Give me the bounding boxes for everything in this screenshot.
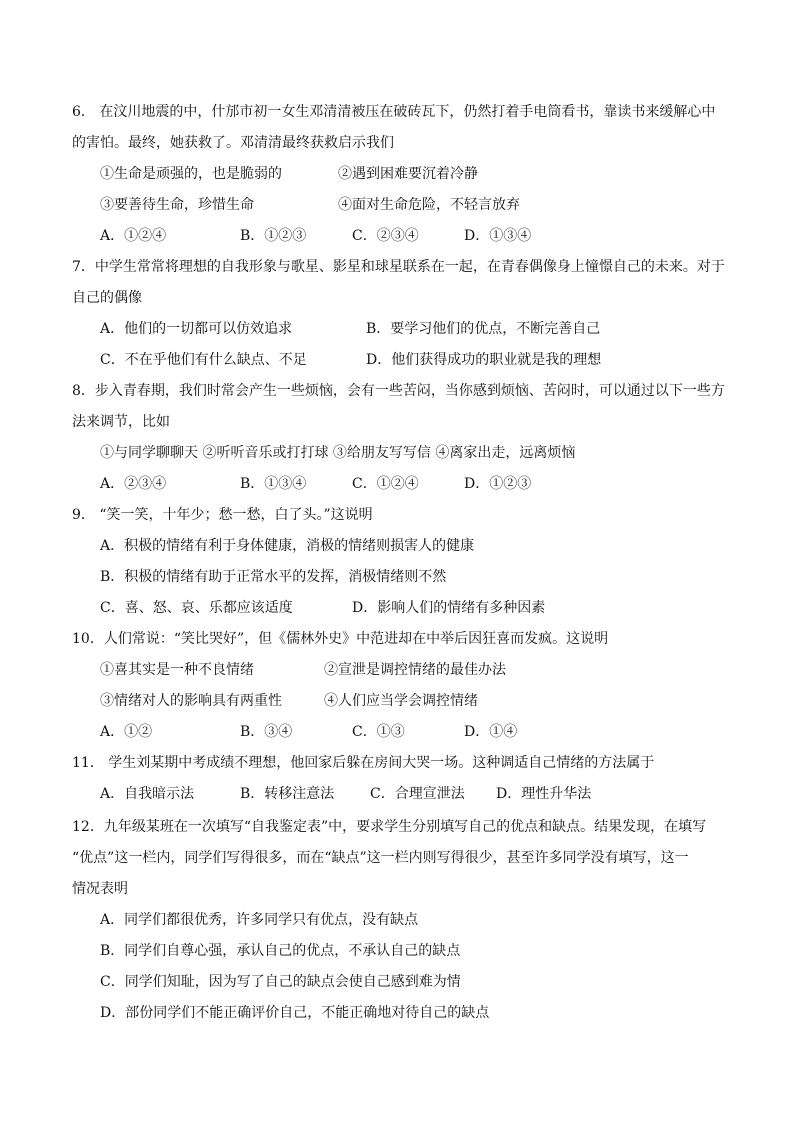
q10-statement-4: ④人们应当学会调控情绪 [324,693,478,709]
q6-option-d[interactable]: D．①③④ [464,228,532,244]
q12-stem-line-3: 情况表明 [72,881,128,897]
q11-stem-line-1: 11． 学生刘某期中考成绩不理想，他回家后躲在房间大哭一场。这种调适自己情绪的方法属于 [72,755,655,771]
q6-option-c[interactable]: C．②③④ [352,228,419,244]
q6-stem-line-1: 6． 在汶川地震的中，什邡市初一女生邓清清被压在破砖瓦下，仍然打着手电筒看书，靠读书来缓解心中 [72,104,716,120]
q6-statement-3: ③要善待生命，珍惜生命 [100,197,254,213]
q6-statement-4: ④面对生命危险，不轻言放弃 [338,197,520,213]
q7-option-d[interactable]: D．他们获得成功的职业就是我的理想 [366,352,602,368]
q7-option-c[interactable]: C．不在乎他们有什么缺点、不足 [100,352,307,368]
q12-option-a[interactable]: A．同学们都很优秀，许多同学只有优点，没有缺点 [100,912,419,928]
q7-option-b[interactable]: B．要学习他们的优点，不断完善自己 [366,321,601,337]
q8-option-b[interactable]: B．①③④ [240,476,307,492]
q8-option-a[interactable]: A．②③④ [100,476,167,492]
q12-option-b[interactable]: B．同学们自尊心强，承认自己的优点，不承认自己的缺点 [100,943,461,959]
q8-option-c[interactable]: C．①②④ [352,476,419,492]
q10-option-c[interactable]: C．①③ [352,724,405,740]
q6-option-a[interactable]: A．①②④ [100,228,167,244]
q11-option-d[interactable]: D．理性升华法 [496,786,592,802]
q6-stem-line-2: 的害怕。最终，她获救了。邓清清最终获救启示我们 [72,135,394,151]
q6-statement-2: ②遇到困难要沉着冷静 [338,166,478,182]
q11-option-c[interactable]: C．合理宣泄法 [370,786,465,802]
q10-statement-1: ①喜其实是一种不良情绪 [100,662,254,678]
q12-stem-line-2: “优点”这一栏内，同学们写得很多，而在“缺点”这一栏内则写得很少，甚至许多同学没有填写，这一 [72,850,689,866]
q6-option-b[interactable]: B．①②③ [240,228,307,244]
q10-option-b[interactable]: B．③④ [240,724,293,740]
q9-option-c[interactable]: C．喜、怒、哀、乐都应该适度 [100,600,293,616]
q12-option-d[interactable]: D．部份同学们不能正确评价自己，不能正确地对待自己的缺点 [100,1005,490,1021]
q7-stem-line-2: 自己的偶像 [72,290,142,306]
q8-statements: ①与同学聊聊天 ②听听音乐或打打球 ③给朋友写写信 ④离家出走，远离烦恼 [100,445,576,461]
q6-statement-1: ①生命是顽强的，也是脆弱的 [100,166,282,182]
q10-statement-2: ②宣泄是调控情绪的最佳办法 [324,662,506,678]
q7-option-a[interactable]: A．他们的一切都可以仿效追求 [100,321,293,337]
q12-option-c[interactable]: C．同学们知耻，因为写了自己的缺点会使自己感到难为情 [100,974,461,990]
q10-stem-line-1: 10．人们常说：“笑比哭好”，但《儒林外史》中范进却在中举后因狂喜而发疯。这说明 [72,631,609,647]
q10-option-a[interactable]: A．①② [100,724,153,740]
q11-option-b[interactable]: B．转移注意法 [240,786,335,802]
q10-statement-3: ③情绪对人的影响具有两重性 [100,693,282,709]
q8-stem-line-2: 法来调节，比如 [72,414,170,430]
q9-option-a[interactable]: A．积极的情绪有利于身体健康，消极的情绪则损害人的健康 [100,538,475,554]
q10-option-d[interactable]: D．①④ [464,724,518,740]
q9-option-d[interactable]: D．影响人们的情绪有多种因素 [352,600,546,616]
q8-option-d[interactable]: D．①②③ [464,476,532,492]
q11-option-a[interactable]: A．自我暗示法 [100,786,195,802]
q7-stem-line-1: 7．中学生常常将理想的自我形象与歌星、影星和球星联系在一起，在青春偶像身上憧憬自己的未来。对于 [72,259,725,275]
q12-stem-line-1: 12．九年级某班在一次填写“自我鉴定表”中，要求学生分别填写自己的优点和缺点。结果发现，在填写 [72,819,707,835]
q8-stem-line-1: 8．步入青春期，我们时常会产生一些烦恼，会有一些苦闷，当你感到烦恼、苦闷时，可以通过以下一些方 [72,383,725,399]
q9-option-b[interactable]: B．积极的情绪有助于正常水平的发挥，消极情绪则不然 [100,569,447,585]
q9-stem-line-1: 9． “笑一笑，十年少；愁一愁，白了头。”这说明 [72,507,373,523]
